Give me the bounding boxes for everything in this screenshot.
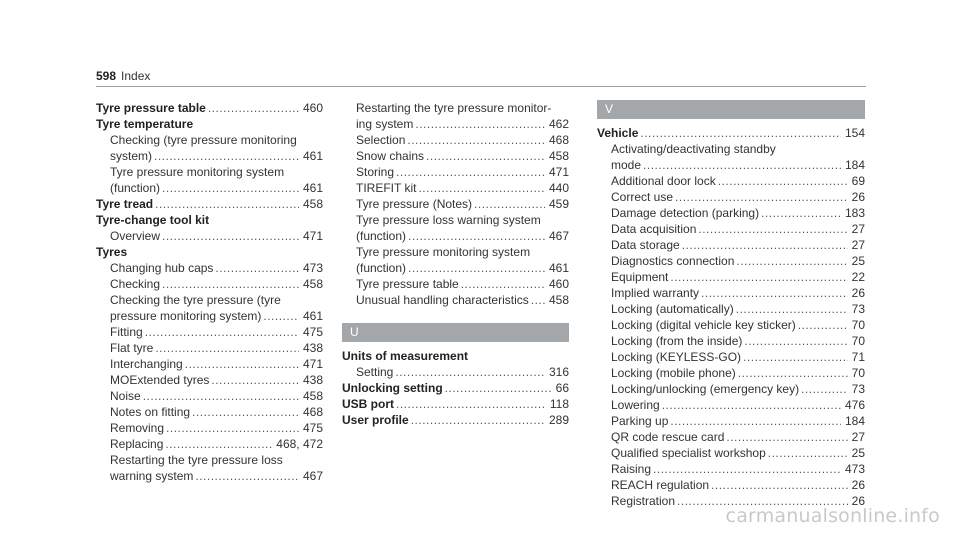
dot-leader: [190, 404, 299, 420]
page-reference: 461: [548, 261, 569, 275]
page-reference: 25: [851, 446, 865, 460]
entry-text: Noise: [110, 389, 141, 403]
dot-leader: [796, 317, 848, 333]
entry-text: Diagnostics connection: [611, 254, 735, 268]
entry-text: mode: [611, 158, 642, 172]
page-reference: 458: [548, 149, 569, 163]
dot-leader: [459, 276, 545, 292]
page-reference: 27: [851, 430, 865, 444]
entry-text: User profile: [342, 413, 409, 427]
index-subentry: [597, 381, 865, 397]
entry-text: Tyre pressure monitoring system: [110, 165, 285, 179]
index-subentry: [342, 164, 569, 180]
page-reference: 461: [302, 149, 323, 163]
page-reference: 473: [844, 462, 865, 476]
dot-leader: [160, 228, 299, 244]
entry-text: Raising: [611, 462, 652, 476]
dot-leader: [529, 292, 545, 308]
entry-text: Additional door lock: [611, 174, 716, 188]
index-subentry: [96, 132, 323, 148]
index-column-2: [342, 100, 569, 428]
index-subentry: [342, 228, 569, 244]
dot-leader: [660, 397, 841, 413]
index-subentry: [342, 196, 569, 212]
page-reference: 462: [548, 117, 569, 131]
page-reference: 70: [851, 334, 865, 348]
entry-text: Qualified specialist workshop: [611, 446, 766, 460]
entry-text: Vehicle: [597, 126, 639, 140]
entry-text: (function): [356, 229, 407, 243]
entry-text: (function): [356, 261, 407, 275]
dot-leader: [472, 196, 545, 212]
entry-text: Checking the tyre pressure (tyre: [110, 293, 281, 307]
page-reference: 468, 472: [276, 437, 323, 451]
dot-leader: [143, 324, 299, 340]
dot-leader: [394, 396, 546, 412]
index-subentry: [597, 301, 865, 317]
entry-text: Data storage: [611, 238, 680, 252]
entry-text: Selection: [356, 133, 406, 147]
entry-text: Fitting: [110, 325, 143, 339]
dot-leader: [394, 164, 545, 180]
entry-text: Replacing: [110, 437, 164, 451]
page-reference: 458: [302, 197, 323, 211]
page-reference: 26: [851, 190, 865, 204]
page-reference: 440: [548, 181, 569, 195]
entry-text: Locking (automatically): [611, 302, 734, 316]
index-subentry: [342, 260, 569, 276]
index-heading: [342, 412, 569, 428]
entry-text: Activating/deactivating standby: [611, 142, 776, 156]
dot-leader: [680, 237, 848, 253]
page-reference: 26: [851, 478, 865, 492]
page-reference: 458: [302, 277, 323, 291]
index-subentry: [597, 461, 865, 477]
entry-text: Restarting the tyre pressure monitor-: [356, 101, 552, 115]
page-reference: 476: [844, 398, 865, 412]
entry-text: Units of measurement: [342, 349, 469, 363]
dot-leader: [141, 388, 299, 404]
page-reference: 473: [302, 261, 323, 275]
page-reference: 289: [548, 413, 569, 427]
entry-text: Registration: [611, 494, 676, 508]
dot-leader: [424, 148, 545, 164]
dot-leader: [406, 260, 545, 276]
entry-text: Checking: [110, 277, 161, 291]
page-reference: 22: [851, 270, 865, 284]
dot-leader: [734, 253, 847, 269]
page-reference: 461: [302, 181, 323, 195]
index-subentry: [597, 173, 865, 189]
page-reference: 471: [548, 165, 569, 179]
entry-text: Locking (from the inside): [611, 334, 743, 348]
index-heading: [96, 116, 323, 132]
dot-leader: [443, 380, 552, 396]
index-heading: [96, 100, 323, 116]
index-subentry: [597, 237, 865, 253]
index-subentry: [96, 180, 323, 196]
entry-text: warning system: [110, 469, 194, 483]
entry-text: Lowering: [611, 398, 660, 412]
index-subentry: [597, 205, 865, 221]
dot-leader: [406, 228, 545, 244]
page-reference: 468: [548, 133, 569, 147]
entry-text: Flat tyre: [110, 341, 154, 355]
dot-leader: [699, 285, 848, 301]
dot-leader: [393, 364, 545, 380]
index-column-3: [597, 100, 865, 509]
entry-text: Removing: [110, 421, 165, 435]
entry-text: Tyre tread: [96, 197, 154, 211]
entry-text: Tyre-change tool kit: [96, 213, 210, 227]
page-reference: 118: [549, 397, 569, 411]
entry-text: pressure monitoring system): [110, 309, 262, 323]
index-subentry: [597, 397, 865, 413]
page-title: Index: [121, 69, 151, 83]
index-subentry: [96, 148, 323, 164]
page-reference: 73: [851, 382, 865, 396]
index-column-1: [96, 100, 323, 484]
index-subentry: [96, 420, 323, 436]
section-header-v: V: [597, 100, 865, 119]
dot-leader: [734, 301, 848, 317]
page-reference: 461: [302, 309, 323, 323]
entry-text: Damage detection (parking): [611, 206, 760, 220]
page-reference: 26: [851, 494, 865, 508]
index-subentry: [342, 212, 569, 228]
entry-text: system): [110, 149, 152, 163]
dot-leader: [638, 125, 841, 141]
page-reference: 73: [851, 302, 865, 316]
index-subentry: [96, 228, 323, 244]
index-heading: [342, 396, 569, 412]
dot-leader: [696, 221, 847, 237]
index-subentry: [96, 340, 323, 356]
entry-text: REACH regulation: [611, 478, 710, 492]
entry-text: Data acquisition: [611, 222, 697, 236]
index-subentry: [96, 292, 323, 308]
entry-text: Correct use: [611, 190, 674, 204]
index-subentry: [342, 180, 569, 196]
index-heading: [597, 125, 865, 141]
index-subentry: [96, 260, 323, 276]
index-subentry: [342, 276, 569, 292]
entry-text: Unlocking setting: [342, 381, 443, 395]
entry-text: MOExtended tyres: [110, 373, 210, 387]
index-subentry: [96, 276, 323, 292]
index-subentry: [597, 269, 865, 285]
index-heading: [342, 380, 569, 396]
page-reference: 184: [844, 158, 865, 172]
dot-leader: [193, 468, 299, 484]
index-subentry: [342, 244, 569, 260]
entry-text: USB port: [342, 397, 394, 411]
index-subentry: [597, 445, 865, 461]
page-reference: 316: [548, 365, 569, 379]
entry-text: Tyres: [96, 245, 128, 259]
dot-leader: [673, 189, 848, 205]
index-subentry: [342, 292, 569, 308]
dot-leader: [261, 308, 299, 324]
entry-text: Tyre pressure table: [356, 277, 459, 291]
page-reference: 459: [548, 197, 569, 211]
index-subentry: [597, 429, 865, 445]
page-reference: 460: [302, 101, 323, 115]
index-subentry: [96, 468, 323, 484]
entry-text: Interchanging: [110, 357, 183, 371]
index-heading: [96, 196, 323, 212]
page-reference: 70: [851, 366, 865, 380]
index-subentry: [597, 285, 865, 301]
index-subentry: [96, 164, 323, 180]
page-reference: 438: [302, 341, 323, 355]
page-reference: 154: [844, 126, 865, 140]
index-subentry: [342, 132, 569, 148]
entry-text: Tyre pressure monitoring system: [356, 245, 531, 259]
dot-leader: [759, 205, 841, 221]
page-reference: 458: [302, 389, 323, 403]
index-subentry: [597, 253, 865, 269]
index-subentry: [597, 141, 865, 157]
dot-leader: [209, 372, 299, 388]
page-reference: 458: [548, 293, 569, 307]
page-reference: 69: [851, 174, 865, 188]
index-heading: [342, 348, 569, 364]
dot-leader: [742, 333, 847, 349]
index-subentry: [96, 452, 323, 468]
dot-leader: [668, 269, 847, 285]
dot-leader: [163, 436, 272, 452]
page-reference: 27: [851, 238, 865, 252]
page-reference: 438: [302, 373, 323, 387]
dot-leader: [668, 413, 841, 429]
page-reference: 26: [851, 286, 865, 300]
dot-leader: [213, 260, 299, 276]
page-reference: 467: [548, 229, 569, 243]
index-subentry: [597, 317, 865, 333]
dot-leader: [164, 420, 299, 436]
page-reference: 475: [302, 421, 323, 435]
dot-leader: [736, 365, 848, 381]
entry-text: Overview: [110, 229, 161, 243]
dot-leader: [160, 180, 299, 196]
entry-text: Unusual handling characteristics: [356, 293, 529, 307]
entry-text: Locking (KEYLESS-GO): [611, 350, 742, 364]
page-reference: 468: [302, 405, 323, 419]
index-heading: [96, 212, 323, 228]
page-reference: 471: [302, 357, 323, 371]
index-subentry: [597, 349, 865, 365]
dot-leader: [160, 276, 299, 292]
entry-text: Restarting the tyre pressure loss: [110, 453, 283, 467]
page-reference: 475: [302, 325, 323, 339]
index-subentry: [597, 333, 865, 349]
page-reference: 184: [844, 414, 865, 428]
index-subentry: [597, 413, 865, 429]
dot-leader: [153, 196, 299, 212]
entry-text: Notes on fitting: [110, 405, 191, 419]
entry-text: Locking (digital vehicle key sticker): [611, 318, 796, 332]
dot-leader: [709, 477, 848, 493]
header-divider: [96, 86, 866, 87]
entry-text: Snow chains: [356, 149, 425, 163]
index-subentry: [597, 365, 865, 381]
index-subentry: [597, 221, 865, 237]
entry-text: QR code rescue card: [611, 430, 725, 444]
dot-leader: [641, 157, 841, 173]
watermark: carmanualsonline.info: [725, 505, 940, 527]
dot-leader: [183, 356, 299, 372]
page-reference: 71: [851, 350, 865, 364]
entry-text: TIREFIT kit: [356, 181, 417, 195]
index-subentry: [96, 404, 323, 420]
dot-leader: [416, 180, 545, 196]
dot-leader: [716, 173, 848, 189]
page-reference: 25: [851, 254, 865, 268]
dot-leader: [153, 340, 299, 356]
entry-text: Locking (mobile phone): [611, 366, 736, 380]
page-reference: 27: [851, 222, 865, 236]
index-subentry: [96, 436, 323, 452]
index-subentry: [96, 308, 323, 324]
dot-leader: [651, 461, 841, 477]
entry-text: Setting: [356, 365, 394, 379]
page-reference: 460: [548, 277, 569, 291]
index-subentry: [597, 477, 865, 493]
dot-leader: [766, 445, 848, 461]
page-number: 598: [96, 69, 117, 83]
dot-leader: [206, 100, 299, 116]
dot-leader: [741, 349, 848, 365]
entry-text: ing system: [356, 117, 414, 131]
entry-text: Locking/unlocking (emergency key): [611, 382, 800, 396]
entry-text: Storing: [356, 165, 395, 179]
dot-leader: [152, 148, 299, 164]
index-subentry: [597, 189, 865, 205]
page-header: [96, 69, 150, 83]
dot-leader: [724, 429, 847, 445]
index-subentry: [96, 324, 323, 340]
index-subentry: [597, 157, 865, 173]
dot-leader: [409, 412, 545, 428]
page-reference: 66: [555, 381, 569, 395]
index-subentry: [342, 364, 569, 380]
entry-text: Checking (tyre pressure monitoring: [110, 133, 297, 147]
section-header-u: U: [342, 323, 569, 342]
index-heading: [96, 244, 323, 260]
dot-leader: [405, 132, 545, 148]
index-subentry: [96, 356, 323, 372]
index-subentry: [96, 388, 323, 404]
dot-leader: [799, 381, 848, 397]
page-reference: 70: [851, 318, 865, 332]
entry-text: (function): [110, 181, 161, 195]
dot-leader: [413, 116, 545, 132]
index-subentry: [342, 116, 569, 132]
entry-text: Changing hub caps: [110, 261, 214, 275]
page-reference: 183: [844, 206, 865, 220]
entry-text: Tyre temperature: [96, 117, 194, 131]
entry-text: Tyre pressure loss warning system: [356, 213, 541, 227]
entry-text: Implied warranty: [611, 286, 700, 300]
index-subentry: [342, 100, 569, 116]
index-subentry: [342, 148, 569, 164]
entry-text: Tyre pressure table: [96, 101, 206, 115]
entry-text: Equipment: [611, 270, 669, 284]
entry-text: Parking up: [611, 414, 669, 428]
index-subentry: [96, 372, 323, 388]
page-reference: 471: [302, 229, 323, 243]
page-reference: 467: [302, 469, 323, 483]
entry-text: Tyre pressure (Notes): [356, 197, 473, 211]
